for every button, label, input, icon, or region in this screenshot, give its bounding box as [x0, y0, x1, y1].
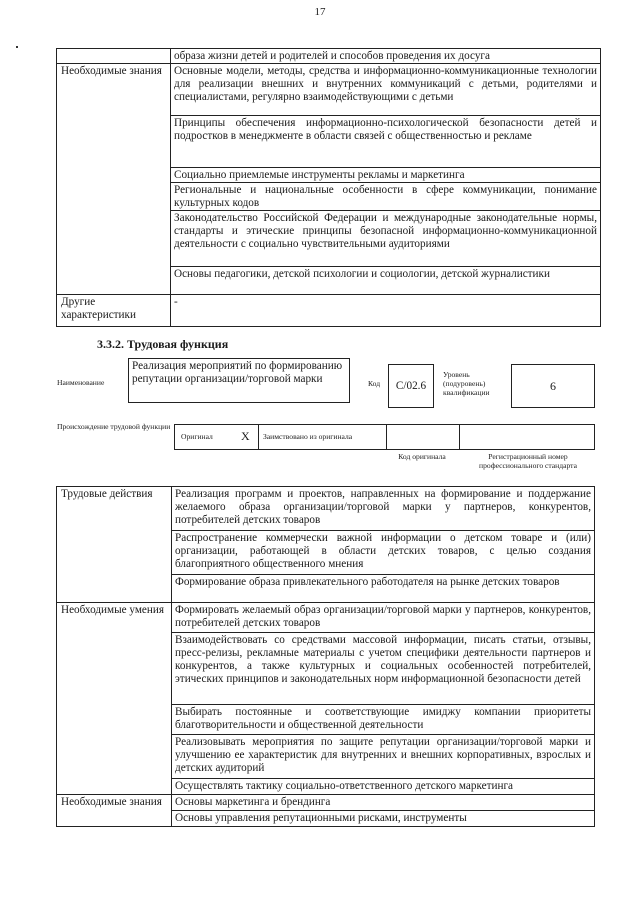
origin-original-label: Оригинал — [181, 432, 213, 441]
origin-reg-caption: Регистрационный номер профессионального стандарта — [479, 452, 577, 470]
table-content-cell: Формирование образа привлекательного работодателя на рынке детских товаров — [172, 575, 595, 603]
table-content-cell: Основные модели, методы, средства и информационно-коммуникационные технологии для реализации внешних и внутренних коммуникаций с детьми, родителями и специалистами, регулярно взаимодействующими с детьми — [171, 64, 601, 116]
function-code-box: С/02.6 — [388, 364, 434, 408]
qualification-level-label: Уровень (подуровень) квалификации — [443, 370, 490, 397]
table-content-cell: Региональные и национальные особенности в сфере коммуникации, понимание культурных кодов — [171, 183, 601, 211]
code-label: Код — [368, 379, 381, 388]
top-requirements-table — [56, 48, 601, 327]
table-content-cell: образа жизни детей и родителей и способов проведения их досуга — [171, 49, 601, 64]
table-content-cell: Осуществлять тактику социально-ответственного детского маркетинга — [172, 779, 595, 795]
origin-strip — [174, 424, 595, 450]
table-label-cell: Трудовые действия — [57, 487, 172, 603]
table-content-cell: Основы маркетинга и брендинга — [172, 795, 595, 811]
origin-code-cell — [387, 425, 460, 449]
table-label-cell: Другие характеристики — [57, 295, 171, 327]
table-content-cell: Законодательство Российской Федерации и международные законодательные нормы, стандарты и этические принципы безопасной информационно-коммуникационной деятельности с социально чувствительными аудиториями — [171, 211, 601, 267]
origin-borrowed-label: Заимствовано из оригинала — [263, 432, 353, 441]
table-label-cell — [57, 49, 171, 64]
origin-label: Происхождение трудовой функции — [57, 422, 171, 431]
table-content-cell: Принципы обеспечения информационно-психологической безопасности детей и подростков в менеджменте в области связей с общественностью и рекламе — [171, 116, 601, 168]
table-label-cell: Необходимые знания — [57, 795, 172, 827]
table-content-cell: Реализовывать мероприятия по защите репутации организации/торговой марки и улучшению ее характеристик для внутренних и внешних корпоративных, взрослых и детских аудиторий — [172, 735, 595, 779]
table-content-cell: Распространение коммерчески важной информации о детском товаре и (или) организации, работающей в области детских товаров, с целью создания благоприятного общественного мнения — [172, 531, 595, 575]
table-label-cell: Необходимые знания — [57, 64, 171, 295]
table-content-cell: Реализация программ и проектов, направленных на формирование и поддержание желаемого образа организации/торговой марки у партнеров, конкурентов, потребителей детских товаров — [172, 487, 595, 531]
origin-code-caption: Код оригинала — [398, 452, 446, 461]
page-number: 17 — [314, 6, 326, 18]
bottom-requirements-table — [56, 486, 595, 827]
origin-borrowed-cell — [259, 425, 387, 449]
qualification-level-box: 6 — [511, 364, 595, 408]
table-content-cell: - — [171, 295, 601, 327]
table-content-cell: Взаимодействовать со средствами массовой информации, писать статьи, отзывы, пресс-релизы, рекламные материалы с учетом специфики деятельности партнеров и конкурентов, а также культурных и социальных особенностей потребителей, этических принципов и законодательных норм информационной безопасности детей — [172, 633, 595, 705]
origin-mark: X — [241, 429, 250, 443]
function-name-box: Реализация мероприятий по формированию репутации организации/торговой марки — [128, 358, 350, 403]
table-content-cell: Социально приемлемые инструменты рекламы и маркетинга — [171, 168, 601, 183]
table-label-cell: Необходимые умения — [57, 603, 172, 795]
name-label: Наименование — [57, 378, 105, 387]
table-content-cell: Основы педагогики, детской психологии и социологии, детской журналистики — [171, 267, 601, 295]
section-title: 3.3.2. Трудовая функция — [97, 337, 229, 351]
table-content-cell: Формировать желаемый образ организации/торговой марки у партнеров, конкурентов, потребителей детских товаров — [172, 603, 595, 633]
margin-mark — [16, 46, 18, 48]
table-content-cell: Основы управления репутационными рисками, инструменты — [172, 811, 595, 827]
table-content-cell: Выбирать постоянные и соответствующие имиджу компании приоритеты благотворительности и общественной деятельности — [172, 705, 595, 735]
